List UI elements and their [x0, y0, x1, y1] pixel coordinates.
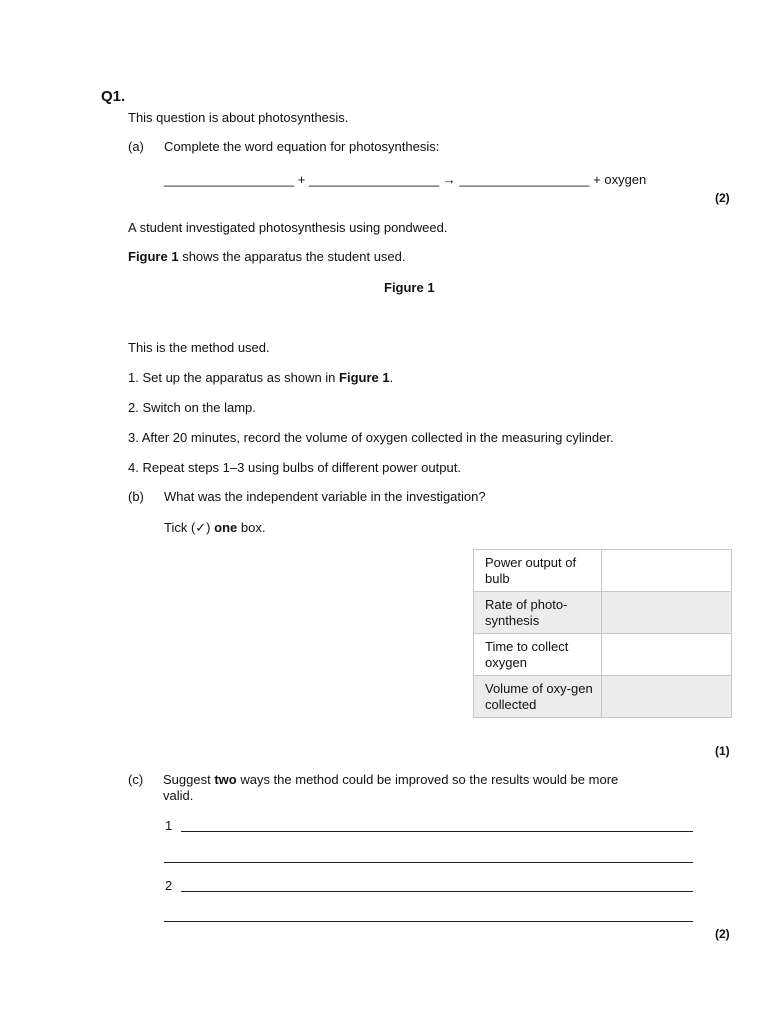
question-intro: This question is about photosynthesis.	[128, 110, 349, 125]
method-step-2: 2. Switch on the lamp.	[128, 400, 256, 415]
part-c-prompt-bold: two	[214, 772, 237, 787]
method-step-1	[128, 370, 393, 385]
word-equation	[164, 172, 646, 187]
method-step-1-bold: Figure 1	[339, 370, 390, 385]
part-b-marks: (1)	[715, 744, 730, 758]
equation-blank-2[interactable]: __________________	[308, 172, 440, 187]
equation-plus: +	[297, 172, 306, 187]
part-a-prompt: Complete the word equation for photosynthesis:	[164, 139, 440, 154]
tick-box[interactable]	[602, 634, 732, 676]
tick-row	[474, 676, 732, 718]
answer-2-line[interactable]	[181, 891, 693, 892]
part-c-marks: (2)	[715, 927, 730, 941]
tick-instruction	[164, 520, 265, 536]
part-b-prompt: What was the independent variable in the investigation?	[164, 489, 486, 504]
part-c-prompt-pre: Suggest	[163, 772, 215, 787]
tick-row	[474, 550, 732, 592]
part-c-prompt	[163, 772, 618, 787]
part-a-marks: (2)	[715, 191, 730, 205]
tick-box[interactable]	[602, 550, 732, 592]
figure-title: Figure 1	[384, 280, 435, 295]
method-step-4: 4. Repeat steps 1–3 using bulbs of different power output.	[128, 460, 461, 475]
tick-option-label: Volume of oxy-gen collected	[474, 676, 602, 718]
part-b-label: (b)	[128, 489, 144, 504]
part-c-prompt-post: ways the method could be improved so the results would be more	[236, 772, 619, 787]
tick-instruction-post: box.	[237, 520, 266, 535]
tick-box[interactable]	[602, 592, 732, 634]
part-c-prompt-line-2: valid.	[163, 788, 194, 803]
tick-instruction-pre: Tick (✓)	[164, 520, 215, 535]
tick-row	[474, 592, 732, 634]
part-a-label: (a)	[128, 139, 144, 154]
tick-row	[474, 634, 732, 676]
method-step-1-post: .	[389, 370, 394, 385]
tick-option-label: Power output of bulb	[474, 550, 602, 592]
answer-2-line-continued[interactable]	[164, 921, 693, 922]
answer-1-number: 1	[165, 818, 173, 833]
question-number: Q1.	[101, 88, 126, 105]
figure-reference-bold: Figure 1	[128, 249, 179, 264]
answer-1-line[interactable]	[181, 831, 693, 832]
tick-option-label: Rate of photo-synthesis	[474, 592, 602, 634]
part-c-label: (c)	[128, 772, 144, 787]
context-line: A student investigated photosynthesis using pondweed.	[128, 220, 448, 235]
equation-blank-3[interactable]: __________________	[459, 172, 590, 187]
tick-box[interactable]	[602, 676, 732, 718]
answer-2-number: 2	[165, 878, 173, 893]
tick-option-label: Time to collect oxygen	[474, 634, 602, 676]
equation-oxygen: + oxygen	[593, 172, 647, 187]
answer-1-line-continued[interactable]	[164, 862, 693, 863]
equation-arrow: →	[442, 172, 456, 187]
figure-reference	[128, 249, 406, 264]
method-step-3: 3. After 20 minutes, record the volume of oxygen collected in the measuring cylinder.	[128, 430, 614, 445]
equation-blank-1[interactable]: __________________	[164, 172, 295, 187]
method-step-1-pre: 1. Set up the apparatus as shown in	[128, 370, 340, 385]
tick-box-table	[473, 549, 732, 718]
method-intro: This is the method used.	[128, 340, 270, 355]
tick-instruction-bold: one	[214, 520, 238, 535]
figure-reference-rest: shows the apparatus the student used.	[178, 249, 406, 264]
